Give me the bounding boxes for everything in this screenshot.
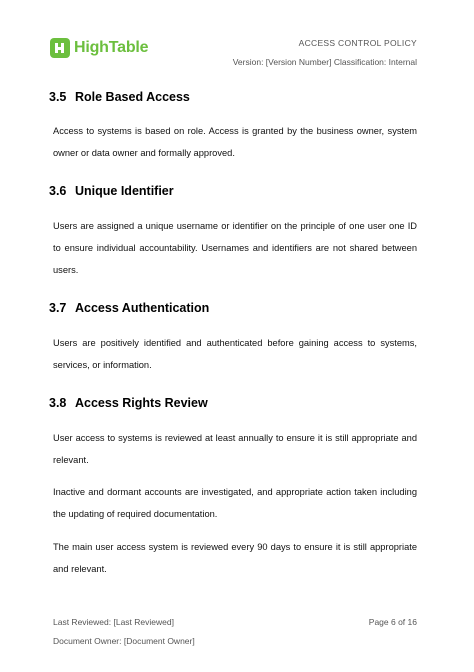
- section-title: Access Authentication: [75, 301, 210, 315]
- section-heading: [49, 396, 208, 410]
- section-number: 3.7: [49, 301, 67, 315]
- document-title: ACCESS CONTROL POLICY: [298, 38, 417, 48]
- section-title: Access Rights Review: [75, 396, 208, 410]
- page-number: Page 6 of 16: [368, 617, 417, 627]
- paragraph: User access to systems is reviewed at least annually to ensure it is still appropriate and relevant.: [53, 433, 417, 465]
- section-heading: [49, 301, 209, 315]
- logo-text: HighTable: [74, 39, 149, 56]
- section-heading: [49, 184, 174, 198]
- paragraph: Users are assigned a unique username or identifier on the principle of one user one ID to ensure individual accountability. Usernames and identifiers are not shared between users.: [53, 221, 417, 275]
- paragraph: Access to systems is based on role. Access is granted by the business owner, system owner or data owner and formally approved.: [53, 126, 417, 158]
- last-reviewed: Last Reviewed: [Last Reviewed]: [53, 617, 174, 627]
- version-classification: Version: [Version Number] Classification: Internal: [232, 57, 417, 67]
- section-number: 3.8: [49, 396, 67, 410]
- hightable-logo: [50, 38, 148, 58]
- section-title: Unique Identifier: [75, 184, 174, 198]
- section-title: Role Based Access: [75, 90, 190, 104]
- section-number: 3.5: [49, 90, 67, 104]
- paragraph: The main user access system is reviewed every 90 days to ensure it is still appropriate and relevant.: [53, 542, 417, 574]
- section-heading: [49, 90, 190, 104]
- section-number: 3.6: [49, 184, 67, 198]
- hightable-logo-icon: [50, 38, 70, 58]
- document-owner: Document Owner: [Document Owner]: [53, 636, 195, 646]
- paragraph: Users are positively identified and authenticated before gaining access to systems, services, or information.: [53, 338, 417, 370]
- paragraph: Inactive and dormant accounts are investigated, and appropriate action taken including the updating of required documentation.: [53, 487, 417, 519]
